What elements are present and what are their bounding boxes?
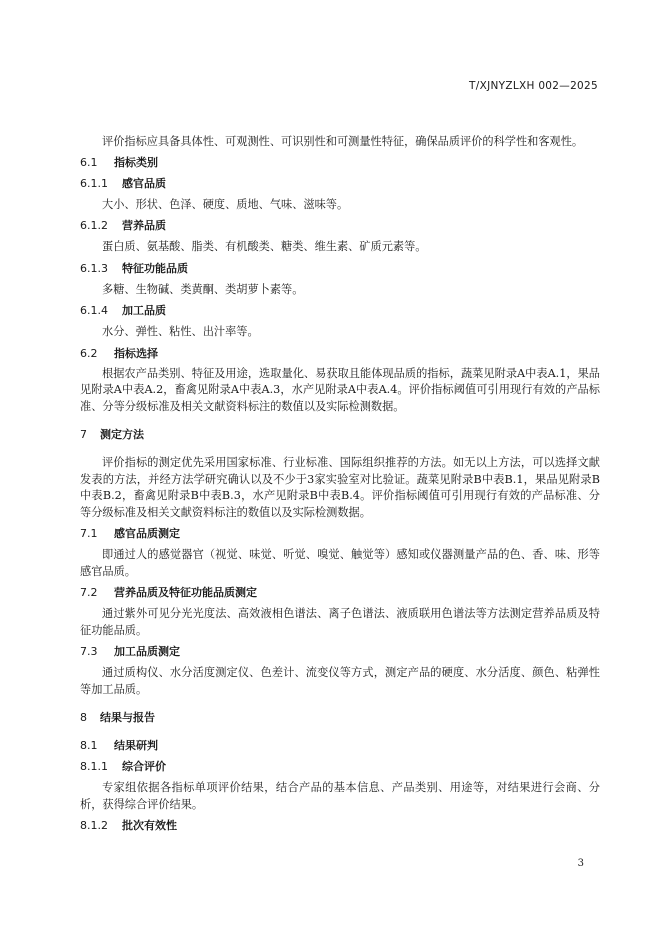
heading-7-3 <box>80 644 600 660</box>
heading-6-1 <box>80 155 600 171</box>
heading-title: 结果研判 <box>114 739 158 752</box>
heading-number: 6.1.4 <box>80 304 108 317</box>
heading-6-1-4 <box>80 303 600 319</box>
paragraph-6-1-4: 水分、弹性、粘性、出汁率等。 <box>102 325 259 338</box>
heading-8-1-2 <box>80 818 600 834</box>
heading-6-1-3 <box>80 261 600 277</box>
intro-paragraph: 评价指标应具备具体性、可观测性、可识别性和可测量性特征，确保品质评价的科学性和客观性。 <box>102 135 584 148</box>
heading-title: 批次有效性 <box>122 819 177 832</box>
paragraph-7-2: 通过紫外可见分光光度法、高效液相色谱法、离子色谱法、液质联用色谱法等方法测定营养品质及特征功能品质。 <box>80 607 600 637</box>
heading-number: 6.2 <box>80 346 98 360</box>
heading-number: 8 <box>80 711 87 724</box>
paragraph-7-3: 通过质构仪、水分活度测定仪、色差计、流变仪等方式，测定产品的硬度、水分活度、颜色、粘弹性等加工品质。 <box>80 666 600 696</box>
paragraph-6-1-1: 大小、形状、色泽、硬度、质地、气味、滋味等。 <box>102 197 349 211</box>
heading-title: 营养品质及特征功能品质测定 <box>114 586 257 599</box>
heading-6-1-2 <box>80 218 600 234</box>
heading-6-2 <box>80 346 600 362</box>
heading-number: 6.1 <box>80 155 98 169</box>
heading-number: 6.1.1 <box>80 176 108 190</box>
heading-title: 测定方法 <box>100 428 144 441</box>
heading-number: 6.1.3 <box>80 261 108 275</box>
paragraph-8-1-1: 专家组依据各指标单项评价结果，结合产品的基本信息、产品类别、用途等，对结果进行会商、分析，获得综合评价结果。 <box>80 781 600 811</box>
document-code: T/XJNYZLXH 002—2025 <box>469 80 598 92</box>
heading-number: 8.1 <box>80 739 98 752</box>
heading-8 <box>80 710 600 726</box>
heading-title: 综合评价 <box>122 760 166 773</box>
heading-7-2 <box>80 585 600 601</box>
heading-title: 特征功能品质 <box>122 261 188 275</box>
heading-title: 感官品质 <box>122 176 166 190</box>
heading-title: 加工品质测定 <box>114 645 180 658</box>
heading-number: 7.2 <box>80 586 98 599</box>
document-body <box>80 124 600 834</box>
paragraph-7-1: 即通过人的感觉器官（视觉、味觉、听觉、嗅觉、触觉等）感知或仪器测量产品的色、香、味、形等感官品质。 <box>80 548 600 578</box>
heading-title: 感官品质测定 <box>114 527 180 540</box>
paragraph-6-2: 根据农产品类别、特征及用途，选取量化、易获取且能体现品质的指标，蔬菜见附录A中表A.1，果品见附录A中表A.2，畜禽见附录A中表A.3，水产见附录A中表A.4。评价指标阈值可引用现行有效的产品标准、分等分级标准及相关文献资料标注的数值以及实际检测数据。 <box>80 366 600 413</box>
heading-7 <box>80 427 600 443</box>
heading-8-1-1 <box>80 759 600 775</box>
heading-title: 结果与报告 <box>100 711 155 724</box>
heading-number: 7 <box>80 428 87 441</box>
heading-8-1 <box>80 738 600 754</box>
heading-title: 指标类别 <box>114 155 158 169</box>
paragraph-6-1-2: 蛋白质、氨基酸、脂类、有机酸类、糖类、维生素、矿质元素等。 <box>102 240 427 253</box>
heading-title: 营养品质 <box>122 219 166 232</box>
paragraph-7: 评价指标的测定优先采用国家标准、行业标准、国际组织推荐的方法。如无以上方法，可以选择文献发表的方法，并经方法学研究确认以及不少于3家实验室对比验证。蔬菜见附录B中表B.1，果品见附录B中表B.2，畜禽见附录B中表B.3，水产见附录B中表B.4。评价指标阈值可引用现行有效的产品标准、分等分级标准及相关文献资料标注的数值以及实际检测数据。 <box>80 456 600 519</box>
paragraph-6-1-3: 多糖、生物碱、类黄酮、类胡萝卜素等。 <box>102 282 304 296</box>
page-number: 3 <box>577 858 584 869</box>
heading-number: 7.1 <box>80 527 98 540</box>
heading-title: 指标选择 <box>114 346 158 360</box>
heading-number: 8.1.1 <box>80 760 108 773</box>
heading-number: 6.1.2 <box>80 219 108 232</box>
heading-number: 7.3 <box>80 645 98 658</box>
heading-title: 加工品质 <box>122 304 166 317</box>
heading-number: 8.1.2 <box>80 819 108 832</box>
heading-6-1-1 <box>80 176 600 192</box>
heading-7-1 <box>80 526 600 542</box>
